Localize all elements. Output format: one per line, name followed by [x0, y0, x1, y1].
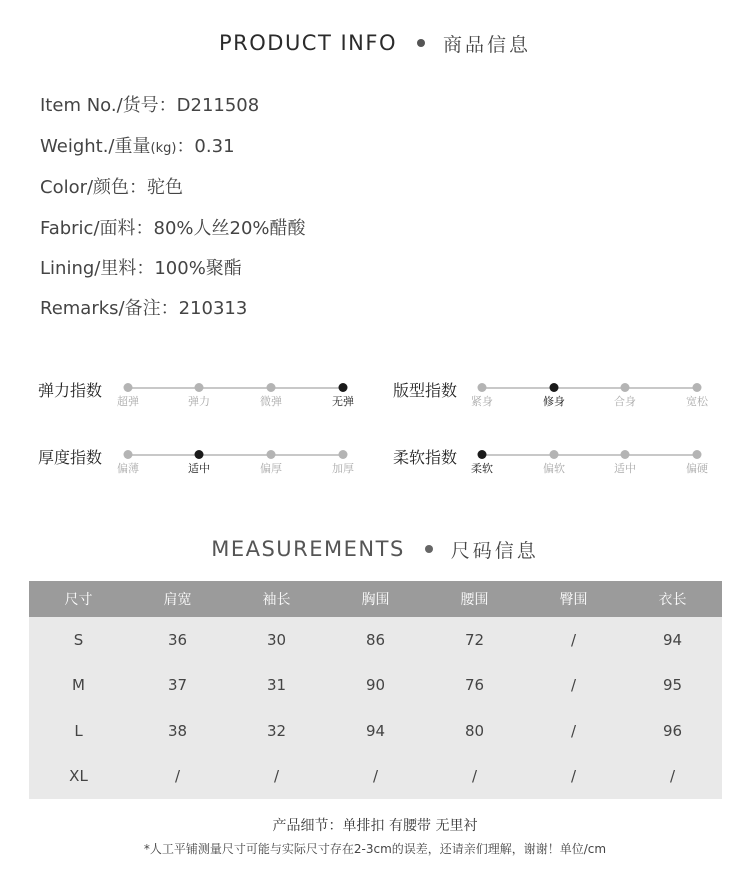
table-cell: / — [128, 754, 227, 800]
table-cell: / — [524, 708, 623, 754]
index-point — [339, 450, 348, 459]
index-tick: 适中 — [188, 462, 210, 475]
table-row — [29, 708, 722, 754]
index-tick: 偏厚 — [260, 462, 282, 475]
weight — [40, 135, 235, 159]
table-row — [29, 754, 722, 800]
column-header: 衣长 — [623, 581, 722, 617]
remarks: Remarks/备注：210313 — [40, 298, 248, 319]
softness-index — [393, 445, 713, 485]
product-info-header — [0, 30, 750, 56]
index-point — [478, 383, 487, 392]
product-info-title: PRODUCT INFO — [218, 31, 397, 55]
size-table — [29, 581, 722, 799]
table-cell: 94 — [326, 708, 425, 754]
table-cell: 96 — [623, 708, 722, 754]
table-cell: 36 — [128, 617, 227, 663]
header-dot-icon — [425, 545, 433, 553]
column-header: 尺寸 — [29, 581, 128, 617]
index-tick: 偏硬 — [686, 462, 708, 475]
index-track — [482, 387, 697, 389]
index-point — [124, 383, 133, 392]
table-cell: S — [29, 617, 128, 663]
index-label: 版型指数 — [393, 381, 458, 400]
weight-unit: (kg) — [150, 141, 177, 156]
table-cell: L — [29, 708, 128, 754]
table-cell: / — [227, 754, 326, 800]
table-row — [29, 617, 722, 663]
index-tick: 合身 — [614, 395, 636, 408]
index-point — [339, 383, 348, 392]
index-point — [621, 383, 630, 392]
color: Color/颜色：驼色 — [40, 177, 184, 198]
index-tick: 偏薄 — [117, 462, 139, 475]
item-number: Item No./货号：D211508 — [40, 95, 260, 116]
table-cell: 90 — [326, 663, 425, 709]
column-header: 肩宽 — [128, 581, 227, 617]
column-header: 胸围 — [326, 581, 425, 617]
measurement-note: *人工平铺测量尺寸可能与实际尺寸存在2-3cm的误差，还请亲们理解，谢谢！单位/cm — [143, 842, 607, 856]
index-point — [621, 450, 630, 459]
index-track — [128, 387, 343, 389]
index-point — [267, 450, 276, 459]
table-cell: / — [524, 663, 623, 709]
index-tick: 适中 — [614, 462, 636, 475]
measurements-header — [0, 536, 750, 562]
column-header: 臀围 — [524, 581, 623, 617]
index-point — [195, 383, 204, 392]
index-tick: 微弹 — [260, 395, 282, 408]
elasticity-index — [38, 378, 368, 418]
measurements-title: MEASUREMENTS — [211, 537, 405, 561]
column-header: 袖长 — [227, 581, 326, 617]
index-track — [482, 454, 697, 456]
index-tick: 偏软 — [543, 462, 565, 475]
table-cell: / — [623, 754, 722, 800]
product-details: 产品细节：单排扣 有腰带 无里衬 — [272, 818, 478, 834]
table-cell: 95 — [623, 663, 722, 709]
product-info-title-zh: 商品信息 — [443, 33, 532, 56]
table-cell: XL — [29, 754, 128, 800]
table-cell: / — [524, 617, 623, 663]
weight-value: ：0.31 — [176, 136, 235, 157]
fabric: Fabric/面料：80%人丝20%醋酸 — [40, 218, 306, 239]
index-tick: 加厚 — [332, 462, 354, 475]
table-row — [29, 663, 722, 709]
index-point — [550, 383, 559, 392]
header-dot-icon — [417, 39, 425, 47]
index-tick: 紧身 — [471, 395, 493, 408]
index-label: 弹力指数 — [38, 381, 103, 400]
index-point — [550, 450, 559, 459]
lining: Lining/里料：100%聚酯 — [40, 258, 242, 279]
table-cell: M — [29, 663, 128, 709]
table-cell: 76 — [425, 663, 524, 709]
index-tick: 柔软 — [471, 462, 493, 475]
index-track — [128, 454, 343, 456]
index-tick: 弹力 — [188, 395, 210, 408]
table-cell: 72 — [425, 617, 524, 663]
table-cell: / — [524, 754, 623, 800]
index-tick: 无弹 — [332, 395, 354, 408]
index-label: 厚度指数 — [38, 448, 103, 467]
table-cell: / — [326, 754, 425, 800]
index-point — [693, 450, 702, 459]
table-cell: 31 — [227, 663, 326, 709]
index-point — [478, 450, 487, 459]
index-point — [124, 450, 133, 459]
table-cell: 32 — [227, 708, 326, 754]
index-tick: 超弹 — [117, 395, 139, 408]
table-header-row — [29, 581, 722, 617]
index-tick: 宽松 — [686, 395, 708, 408]
table-cell: 30 — [227, 617, 326, 663]
table-cell: 86 — [326, 617, 425, 663]
index-label: 柔软指数 — [393, 448, 458, 467]
index-point — [693, 383, 702, 392]
thickness-index — [38, 445, 368, 485]
table-cell: 94 — [623, 617, 722, 663]
measurements-title-zh: 尺码信息 — [450, 539, 539, 562]
table-cell: 80 — [425, 708, 524, 754]
index-tick: 修身 — [543, 395, 565, 408]
column-header: 腰围 — [425, 581, 524, 617]
index-point — [267, 383, 276, 392]
table-cell: 37 — [128, 663, 227, 709]
fit-index — [393, 378, 713, 418]
weight-label: Weight./重量 — [40, 136, 151, 157]
table-cell: / — [425, 754, 524, 800]
table-cell: 38 — [128, 708, 227, 754]
index-point — [195, 450, 204, 459]
